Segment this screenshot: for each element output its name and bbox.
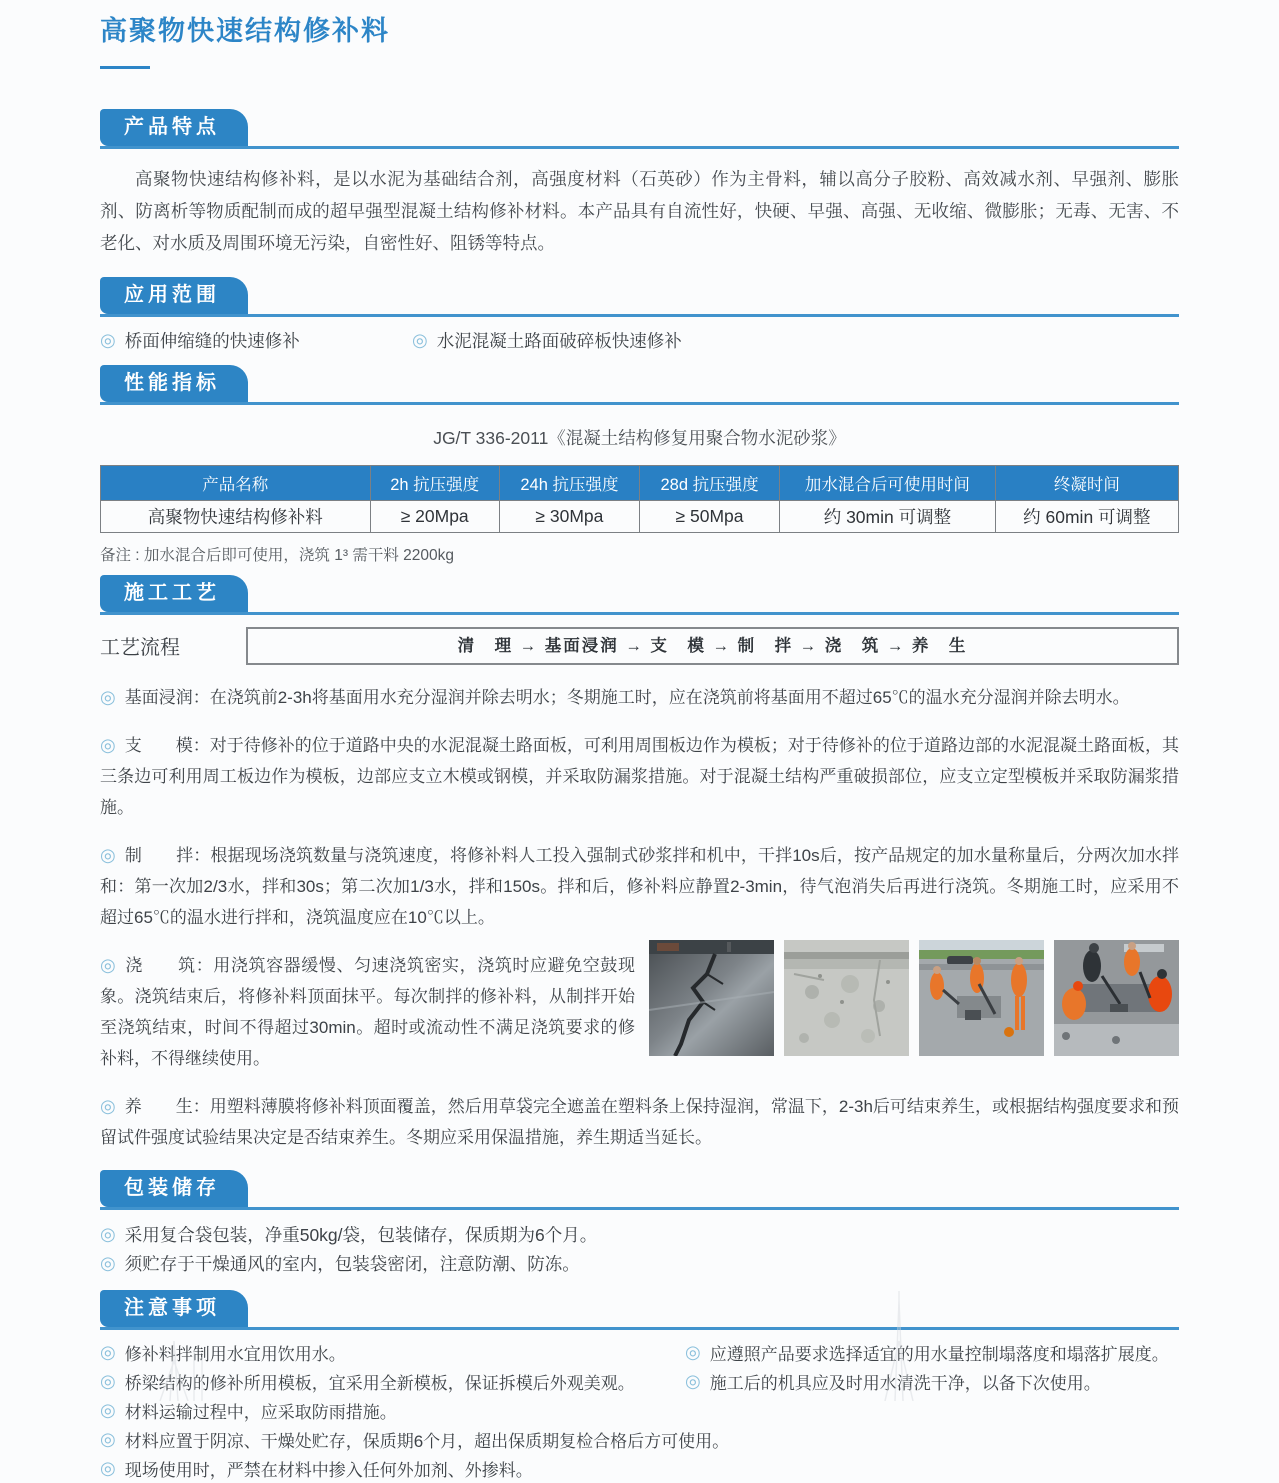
precaution-item-label: 材料应置于阴凉、干燥处贮存，保质期6个月，超出保质期复检合格后方可使用。	[124, 1431, 730, 1451]
precaution-item-label: 施工后的机具应及时用水清洗干净，以备下次使用。	[709, 1373, 1101, 1393]
construction-steps	[100, 682, 1179, 1153]
double-circle-icon: ◎	[100, 1399, 116, 1420]
packaging-items	[100, 1220, 1179, 1278]
table-cell: 高聚物快速结构修补料	[101, 500, 371, 532]
table-header-cell: 2h 抗压强度	[370, 465, 499, 500]
packaging-item-label: 须贮存于干燥通风的室内，包装袋密闭，注意防潮、防冻。	[124, 1253, 580, 1274]
double-circle-icon: ◎	[685, 1370, 701, 1391]
tab-construction-process: 施工工艺	[100, 575, 248, 612]
precaution-item	[100, 1425, 1179, 1454]
double-circle-icon: ◎	[412, 330, 428, 350]
step-label: 基面浸润：	[124, 687, 210, 707]
tab-precautions: 注意事项	[100, 1290, 248, 1327]
watermark-sketch	[150, 1321, 240, 1401]
table-cell: 约 30min 可调整	[780, 500, 996, 532]
page-title: 高聚物快速结构修补料	[100, 16, 390, 46]
double-circle-icon: ◎	[100, 1370, 116, 1391]
application-item-label: 水泥混凝土路面破碎板快速修补	[436, 331, 682, 351]
table-header-cell: 加水混合后可使用时间	[780, 465, 996, 500]
table-cell: ≥ 30Mpa	[499, 500, 639, 532]
process-flow-box: 清 理 → 基面浸润 → 支 模 → 制 拌 → 浇 筑 → 养 生	[246, 627, 1179, 665]
double-circle-icon: ◎	[100, 686, 116, 707]
application-item	[412, 329, 682, 353]
double-circle-icon: ◎	[100, 1341, 116, 1362]
step-label: 制 拌：	[124, 845, 211, 865]
section-header-application	[100, 277, 1179, 317]
double-circle-icon: ◎	[100, 1252, 116, 1273]
step-label: 支 模：	[124, 735, 210, 755]
application-item	[100, 329, 412, 353]
precaution-item	[100, 1454, 1179, 1483]
table-cell: 约 60min 可调整	[995, 500, 1178, 532]
process-flow-row	[100, 627, 1179, 665]
section-header-performance	[100, 365, 1179, 405]
step-label: 浇 筑：	[125, 955, 214, 975]
table-cell: ≥ 50Mpa	[639, 500, 779, 532]
photo-broken-slab	[784, 940, 909, 1056]
construction-step-wetting	[100, 682, 1179, 713]
step-text: 根据现场浇筑数量与浇筑速度，将修补料人工投入强制式砂浆拌和机中，干拌10s后，按产品规定的加水量称量后，分两次加水拌和：第一次加2/3水，拌和30s；第二次加1/3水，拌和150s。拌和后，修补料应静置2-3min，待气泡消失后再进行浇筑。冬期施工时，应采用不超过65℃的温水进行拌和，浇筑温度应在10℃以上。	[100, 845, 1179, 927]
precaution-item-label: 应遵照产品要求选择适宜的用水量控制塌落度和塌落扩展度。	[709, 1344, 1169, 1364]
double-circle-icon: ◎	[100, 844, 116, 865]
photo-workers-pouring	[919, 940, 1044, 1056]
table-header-cell: 24h 抗压强度	[499, 465, 639, 500]
standard-reference: JG/T 336-2011《混凝土结构修复用聚合物水泥砂浆》	[433, 427, 846, 448]
step-text: 在浇筑前2-3h将基面用水充分湿润并除去明水；冬期施工时，应在浇筑前将基面用不超过65℃的温水充分湿润并除去明水。	[209, 687, 1130, 707]
double-circle-icon: ◎	[100, 734, 116, 755]
double-circle-icon: ◎	[100, 330, 116, 350]
photo-workers-finishing	[1054, 940, 1179, 1056]
step-label: 养 生：	[124, 1096, 210, 1116]
tab-application-scope: 应用范围	[100, 277, 248, 314]
tab-packaging-storage: 包装储存	[100, 1170, 248, 1207]
double-circle-icon: ◎	[100, 1223, 116, 1244]
performance-table	[100, 465, 1179, 533]
precaution-item-label: 桥梁结构的修补所用模板，宜采用全新模板，保证拆模后外观美观。	[124, 1373, 635, 1393]
section-header-precautions	[100, 1290, 1179, 1330]
table-note: 备注 : 加水混合后即可使用，浇筑 1³ 需干料 2200kg	[100, 546, 454, 564]
table-cell: ≥ 20Mpa	[370, 500, 499, 532]
step-text: 用浇筑容器缓慢、匀速浇筑密实，浇筑时应避免空鼓现象。浇筑结束后，将修补料顶面抹平。每次制拌的修补料，从制拌开始至浇筑结束，时间不得超过30min。超时或流动性不满足浇筑要求的修补料，不得继续使用。	[100, 955, 636, 1068]
precaution-items	[100, 1338, 1179, 1483]
application-items	[100, 329, 1179, 353]
packaging-item	[100, 1220, 1179, 1249]
double-circle-icon: ◎	[100, 1095, 116, 1116]
construction-step-curing	[100, 1091, 1179, 1153]
precaution-item-label: 材料运输过程中，应采取防雨措施。	[124, 1402, 397, 1422]
title-underline	[100, 66, 150, 69]
section-header-construction	[100, 575, 1179, 615]
table-header-row	[101, 465, 1179, 500]
section-header-packaging	[100, 1170, 1179, 1210]
packaging-item-label: 采用复合袋包装，净重50kg/袋，包装储存，保质期为6个月。	[124, 1224, 598, 1245]
double-circle-icon: ◎	[100, 1428, 116, 1449]
watermark-sketch	[865, 1291, 935, 1401]
photo-cracked-pavement	[649, 940, 774, 1056]
table-header-cell: 终凝时间	[995, 465, 1178, 500]
table-header-cell: 28d 抗压强度	[639, 465, 779, 500]
tab-product-features: 产品特点	[100, 109, 248, 146]
application-item-label: 桥面伸缩缝的快速修补	[124, 331, 300, 351]
double-circle-icon: ◎	[685, 1341, 701, 1362]
features-paragraph: 高聚物快速结构修补料，是以水泥为基础结合剂，高强度材料（石英砂）作为主骨料，辅以高分子胶粉、高效减水剂、早强剂、膨胀剂、防离析等物质配制而成的超早强型混凝土结构修补材料。本产品具有自流性好，快硬、早强、高强、无收缩、微膨胀；无毒、无害、不老化、对水质及周围环境无污染，自密性好、阻锈等特点。	[100, 169, 1179, 253]
double-circle-icon: ◎	[100, 1457, 116, 1478]
packaging-item	[100, 1249, 1179, 1278]
tab-performance-index: 性能指标	[100, 365, 248, 402]
precaution-item-label: 修补料拌制用水宜用饮用水。	[124, 1344, 346, 1364]
table-row	[101, 500, 1179, 532]
site-photos-strip	[649, 940, 1179, 1056]
precaution-item-label: 现场使用时，严禁在材料中掺入任何外加剂、外掺料。	[124, 1460, 533, 1480]
process-flow-label: 工艺流程	[100, 637, 180, 659]
step-text: 用塑料薄膜将修补料顶面覆盖，然后用草袋完全遮盖在塑料条上保持湿润，常温下，2-3h后可结束养生，或根据结构强度要求和预留试件强度试验结果决定是否结束养生。冬期应采用保温措施，养生期适当延长。	[100, 1096, 1179, 1147]
construction-step-formwork	[100, 730, 1179, 823]
section-header-features	[100, 109, 1179, 149]
construction-step-mixing	[100, 840, 1179, 933]
step-text: 对于待修补的位于道路中央的水泥混凝土路面板，可利用周围板边作为模板；对于待修补的位于道路边部的水泥混凝土路面板，其三条边可利用周工板边作为模板，边部应支立木模或钢模，并采取防漏浆措施。对于混凝土结构严重破损部位，应支立定型模板并采取防漏浆措施。	[100, 735, 1180, 817]
double-circle-icon: ◎	[100, 954, 117, 975]
table-header-cell: 产品名称	[101, 465, 371, 500]
